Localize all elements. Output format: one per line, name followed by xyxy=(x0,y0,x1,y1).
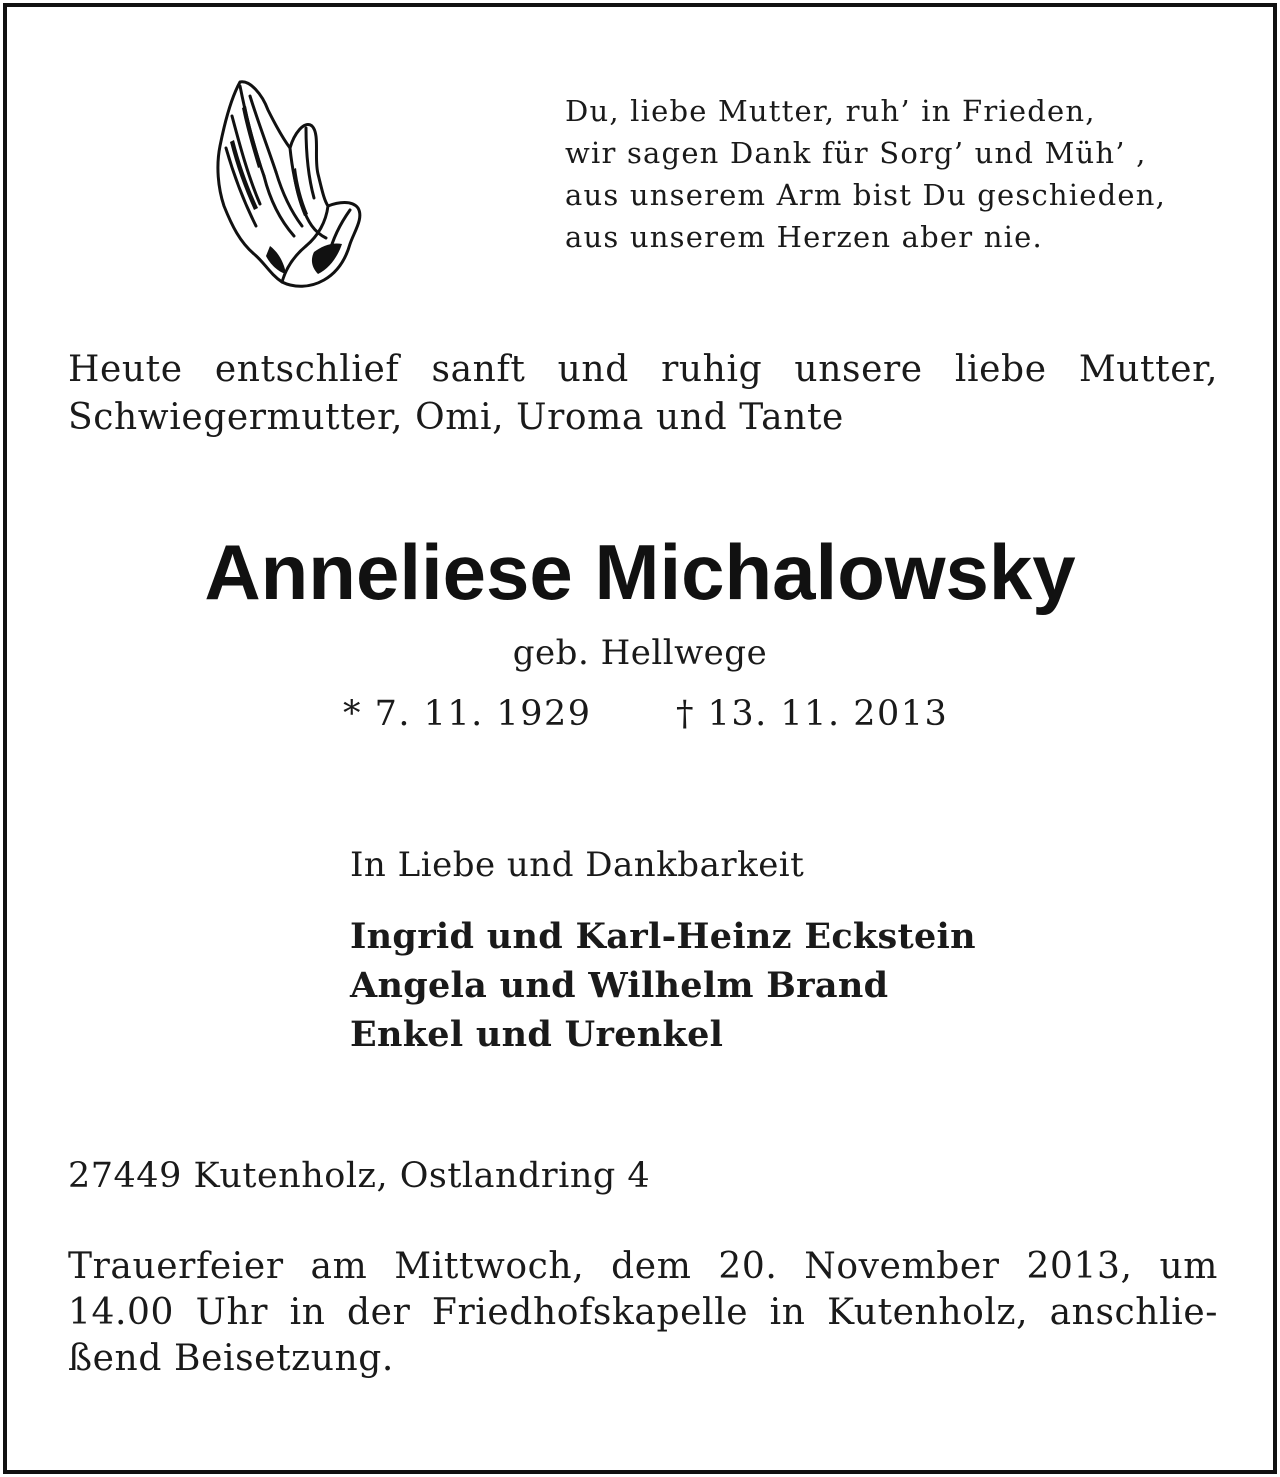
service-line: 14.00 Uhr in der Friedhofskapelle in Kutenholz, anschlie- xyxy=(68,1292,1218,1333)
poem-line: wir sagen Dank für Sorg’ und Müh’ , xyxy=(565,136,1147,170)
funeral-service-text xyxy=(68,1244,1218,1382)
birth-date: * 7. 11. 1929 xyxy=(343,694,592,734)
praying-hands-icon xyxy=(210,76,370,294)
maiden-name: geb. Hellwege xyxy=(512,633,768,673)
mourner-name: Angela und Wilhelm Brand xyxy=(350,965,889,1006)
mourners-intro: In Liebe und Dankbarkeit xyxy=(350,845,805,885)
service-line: Trauerfeier am Mittwoch, dem 20. November 2013, um xyxy=(68,1246,1218,1287)
address: 27449 Kutenholz, Ostlandring 4 xyxy=(68,1156,651,1196)
announcement-line: Schwiegermutter, Omi, Uroma und Tante xyxy=(68,397,844,438)
poem xyxy=(565,90,1245,258)
deceased-name: Anneliese Michalowsky xyxy=(204,528,1076,616)
announcement-text xyxy=(68,346,1218,442)
poem-line: Du, liebe Mutter, ruh’ in Frieden, xyxy=(565,94,1096,128)
death-date: † 13. 11. 2013 xyxy=(676,694,949,734)
mourner-name: Enkel und Urenkel xyxy=(350,1014,724,1055)
mourner-name: Ingrid und Karl-Heinz Eckstein xyxy=(350,916,976,957)
announcement-line: Heute entschlief sanft und ruhig unsere liebe Mutter, xyxy=(68,349,1218,390)
mourners-list xyxy=(350,912,976,1059)
poem-line: aus unserem Herzen aber nie. xyxy=(565,220,1043,254)
poem-line: aus unserem Arm bist Du geschieden, xyxy=(565,178,1167,212)
service-line: ßend Beisetzung. xyxy=(68,1338,394,1379)
